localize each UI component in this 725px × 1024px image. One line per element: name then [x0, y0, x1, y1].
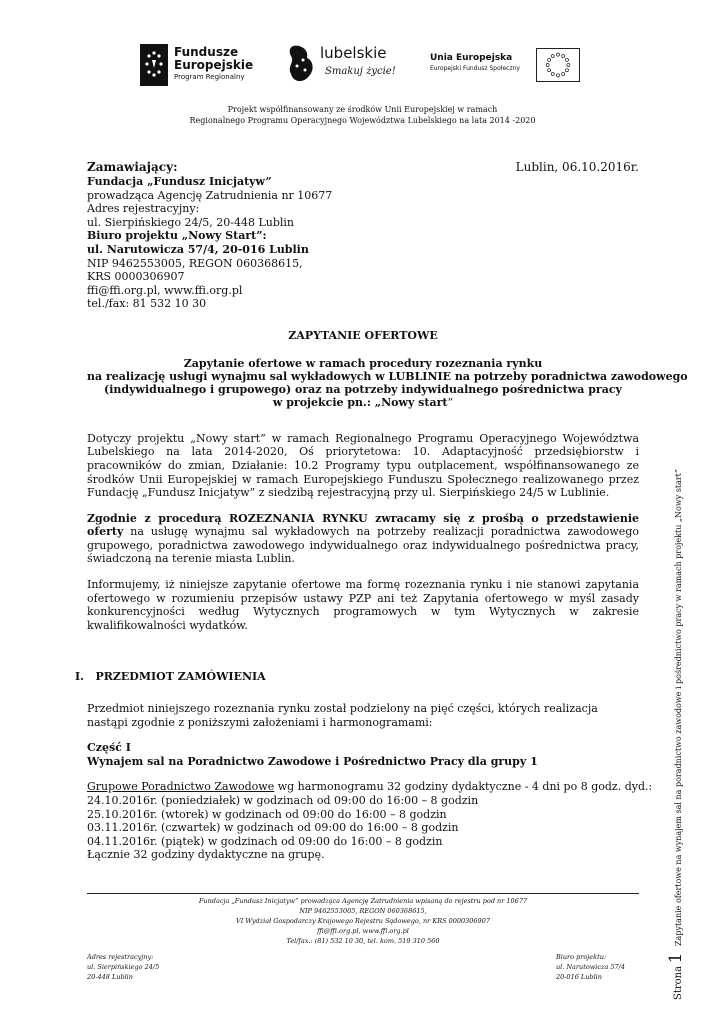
fundusze-europejskie-logo	[140, 44, 270, 86]
schedule-item: 24.10.2016r. (poniedziałek) w godzinach od 09:00 do 16:00 – 8 godzin	[87, 794, 479, 807]
fundusze-line3: Program Regionalny	[174, 73, 245, 81]
lubelskie-name: lubelskie	[320, 44, 387, 62]
side-document-title: Zapytanie ofertowe na wynajem sal na poradnictwo zawodowe i pośrednictwo pracy w ramach projektu „Nowy start”	[674, 469, 683, 946]
footer-right-label: Biuro projektu:	[555, 953, 607, 961]
fundusze-europejskie-text	[174, 46, 253, 82]
footer-line5: Tel/fax.: (81) 532 10 30, tel. kom. 519 310 560	[286, 937, 440, 945]
footer-line1: Fundacja „Fundusz Inicjatyw” prowadząca Agencję Zatrudnienia wpisaną do rejestru pod nr 10677	[198, 897, 528, 905]
ordering-party-block	[87, 160, 639, 311]
footer-left-label: Adres rejestracyjny:	[87, 953, 154, 961]
logo-bar	[0, 40, 725, 90]
schedule-item: 03.11.2016r. (czwartek) w godzinach od 09:00 do 16:00 – 8 godzin	[87, 821, 459, 835]
fundusze-line2: Europejskie	[174, 58, 254, 72]
subtitle-line4	[87, 396, 639, 409]
city-date: Lublin, 06.10.2016r.	[515, 160, 639, 174]
schedule-underlined: Grupowe Poradnictwo Zawodowe	[87, 780, 275, 794]
ue-line1: Unia Europejska	[430, 53, 513, 63]
document-title: ZAPYTANIE OFERTOWE	[288, 328, 438, 342]
footer-right-street: ul. Narutowicza 57/4	[555, 963, 625, 971]
address: ul. Sierpińskiego 24/5, 20-448 Lublin	[87, 215, 295, 229]
org-name: Fundacja „Fundusz Inicjatyw”	[87, 175, 272, 188]
footer-line2: NIP 9462553005, REGON 060368615,	[299, 907, 427, 915]
footer-center	[87, 896, 639, 946]
org-desc: prowadząca Agencję Zatrudnienia nr 10677	[87, 188, 333, 202]
side-page-label	[666, 120, 686, 1000]
fundusze-europejskie-star-icon	[140, 44, 168, 86]
schedule-intro-rest: wg harmonogramu 32 godziny dydaktyczne - 4 dni po 8 godz. dyd.:	[274, 780, 653, 794]
office-address: ul. Narutowicza 57/4, 20-016 Lublin	[87, 242, 309, 256]
subtitle-line4-bold: w projekcie pn.: „Nowy start	[272, 396, 448, 410]
subtitle-line4-end: ”	[447, 396, 454, 410]
lubelskie-region-icon	[287, 44, 317, 84]
part-label: Część I	[87, 741, 131, 755]
schedule-item: 25.10.2016r. (wtorek) w godzinach od 09:00 do 16:00 – 8 godzin	[87, 807, 447, 821]
footer-left-city: 20-448 Lublin	[87, 973, 133, 981]
subtitle-line1: Zapytanie ofertowe w ramach procedury rozeznania rynku	[183, 356, 543, 370]
subtitle-line3: (indywidualnego i grupowego) oraz na potrzeby indywidualnego pośrednictwa pracy	[104, 383, 622, 397]
project-header-line1: Projekt współfinansowany ze środków Unii Europejskiej w ramach	[227, 105, 498, 114]
paragraph-info: Informujemy, iż niniejsze zapytanie ofertowe ma formę rozeznania rynku i nie stanowi zapytania ofertowego w rozumieniu przepisów ustawy PZP ani też Zapytania ofertowego w myśl zasady konkurencyjności według Wytycznych programowych w tym Wytycznych w zakresie kwalifikowalności wydatków.	[87, 578, 639, 632]
subtitle-line2: na realizację usługi wynajmu sal wykładowych w LUBLINIE na potrzeby poradnictwa zawodowego	[87, 369, 688, 383]
footer-line3: VI Wydział Gospodarczy Krajowego Rejestru Sądowego, nr KRS 0000306907	[236, 917, 490, 925]
unia-europejska-logo	[430, 48, 590, 90]
phone: tel./fax: 81 532 10 30	[87, 297, 207, 311]
ue-line2: Europejski Fundusz Społeczny	[430, 65, 520, 72]
address-label: Adres rejestracyjny:	[87, 202, 200, 216]
paragraph-project: Dotyczy projektu „Nowy start” w ramach Regionalnego Programu Operacyjnego Województwa Lubelskiego na lata 2014-2020, Oś priorytetowa: 10. Adaptacyjność przedsiębiorstw i pracowników do zmian, Działanie: 10.2 Programy typu outplacement, współfinansowanego ze środków Unii Europejskiej w ramach Europejskiego Funduszu Społecznego realizowanego przez Fundację „Fundusz Inicjatyw” z siedzibą rejestracyjną przy ul. Sierpińskiego 24/5 w Lublinie.	[87, 431, 639, 500]
fundusze-line1: Fundusze	[174, 45, 239, 59]
project-header-line2: Regionalnego Programu Operacyjnego Województwa Lubelskiego na lata 2014 -2020	[189, 116, 536, 125]
lubelskie-slogan: Smakuj życie!	[325, 66, 396, 77]
footer-registered-address	[87, 952, 159, 982]
document-subtitle	[87, 356, 688, 410]
footer-left-street: ul. Sierpińskiego 24/5	[87, 963, 160, 971]
paragraph-procedure	[87, 512, 639, 566]
footer-divider	[87, 893, 639, 894]
part-title-block	[87, 741, 639, 768]
footer	[87, 896, 639, 981]
office-label: Biuro projektu „Nowy Start”:	[87, 229, 267, 243]
footer-project-office	[556, 952, 625, 982]
schedule-intro	[87, 780, 653, 794]
side-page-number: 1	[666, 952, 686, 964]
footer-line4: ffi@ffi.org.pl, www.ffi.org.pl	[317, 927, 409, 935]
side-page-word: Strona	[673, 965, 684, 1000]
schedule-item: 04.11.2016r. (piątek) w godzinach od 09:00 do 16:00 – 8 godzin	[87, 834, 443, 848]
schedule-total: Łącznie 32 godziny dydaktyczne na grupę.	[87, 848, 325, 862]
email-www: ffi@ffi.org.pl, www.ffi.org.pl	[87, 283, 243, 297]
lubelskie-logo	[287, 44, 397, 86]
eu-flag-icon	[536, 48, 580, 82]
footer-right-city: 20-016 Lublin	[555, 973, 602, 981]
krs: KRS 0000306907	[87, 270, 185, 284]
unia-europejska-text	[430, 52, 520, 74]
schedule-block	[87, 780, 653, 862]
section-intro: Przedmiot niniejszego rozeznania rynku został podzielony na pięć części, których realizacja nastąpi zgodnie z poniższymi założeniami i harmonogramami:	[87, 702, 598, 729]
ordering-label: Zamawiający:	[87, 160, 178, 174]
procedure-bold: Zgodnie z procedurą ROZEZNANIA RYNKU zwracamy się z prośbą o przedstawienie oferty	[87, 511, 639, 539]
nip-regon: NIP 9462553005, REGON 060368615,	[87, 256, 303, 270]
section-heading: I. PRZEDMIOT ZAMÓWIENIA	[75, 670, 266, 684]
part-title: Wynajem sal na Poradnictwo Zawodowe i Pośrednictwo Pracy dla grupy 1	[87, 754, 538, 768]
project-header	[0, 104, 725, 126]
procedure-rest: na usługę wynajmu sal wykładowych na potrzeby realizacji poradnictwa zawodowego grupowego, poradnictwa zawodowego indywidualnego oraz indywidualnego pośrednictwa pracy, świadczoną na terenie miasta Lublin.	[87, 525, 639, 566]
